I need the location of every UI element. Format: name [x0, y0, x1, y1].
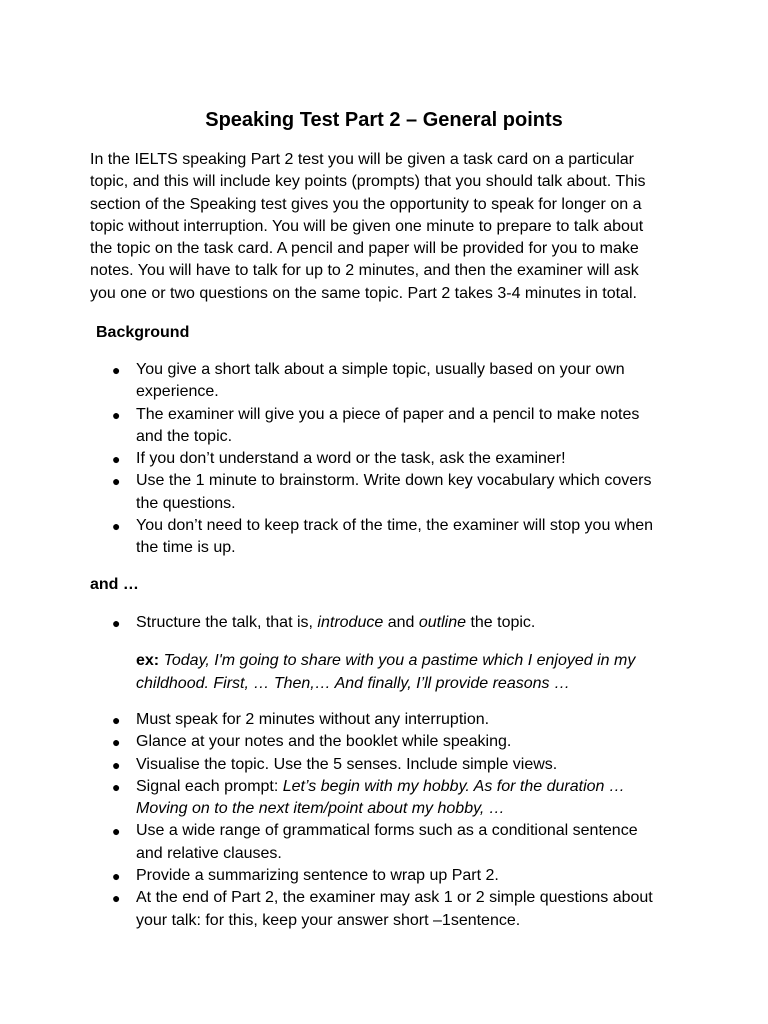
list-item: ● Use the 1 minute to brainstorm. Write down key vocabulary which covers the questions. [112, 472, 652, 512]
bullet-icon: ● [112, 756, 121, 773]
tips-list [0, 709, 681, 932]
bullet-icon: ● [112, 823, 121, 840]
bullet-icon: ● [112, 518, 121, 535]
bullet-icon: ● [112, 362, 121, 378]
page-title: Speaking Test Part 2 – General points [205, 109, 563, 131]
list-item: ● Signal each prompt: Let’s begin with my hobby. As for the duration … Moving on to the next item/point about my hobby, … [112, 777, 625, 818]
example-text: ex: Today, I'm going to share with you a pastime which I enjoyed in my childhood. First, … Then,… And finally, I’ll provide reasons … [136, 652, 636, 692]
bullet-icon: ● [112, 868, 121, 885]
background-heading: Background [96, 324, 190, 341]
list-item: ● At the end of Part 2, the examiner may ask 1 or 2 simple questions about your talk: for this, keep your answer short –1sentence. [112, 889, 653, 929]
bullet-icon: ● [112, 734, 121, 751]
list-item: ● Glance at your notes and the booklet while speaking. [0, 731, 681, 753]
list-item: ● Visualise the topic. Use the 5 senses. Include simple views. [0, 754, 681, 776]
bullet-icon: ● [112, 615, 121, 631]
list-item: ● Provide a summarizing sentence to wrap up Part 2. [0, 865, 681, 887]
list-item: ● The examiner will give you a piece of paper and a pencil to make notes and the topic. [112, 405, 640, 445]
example-label: ex: [136, 652, 160, 669]
list-item: ● If you don’t understand a word or the task, ask the examiner! [0, 448, 681, 470]
list-item: ● Structure the talk, that is, introduce and outline the topic. [0, 612, 681, 634]
list-item: ● Must speak for 2 minutes without any interruption. [0, 709, 681, 731]
bullet-icon: ● [112, 890, 121, 907]
bullet-icon: ● [112, 712, 121, 728]
list-item: ● You don’t need to keep track of the time, the examiner will stop you when the time is up. [112, 517, 654, 557]
bullet-icon: ● [112, 451, 121, 468]
bullet-icon: ● [112, 778, 121, 795]
background-list [0, 359, 681, 560]
bullet-icon: ● [112, 473, 121, 490]
list-item: ● You give a short talk about a simple topic, usually based on your own experience. [112, 361, 625, 401]
intro-paragraph: In the IELTS speaking Part 2 test you will be given a task card on a particular topic, and this will include key points (prompts) that you should talk about. This section of the Speaking test gives you the opportunity to speak for longer on a topic without interruption. You will be given one minute to prepare to talk about the topic on the task card. A pencil and paper will be provided for you to make notes. You will have to talk for up to 2 minutes, and then the examiner will ask you one or two questions on the same topic. Part 2 takes 3-4 minutes in total. [90, 151, 646, 302]
and-heading: and … [90, 576, 139, 593]
structure-list [0, 612, 681, 634]
bullet-icon: ● [112, 406, 121, 423]
list-item: ● Use a wide range of grammatical forms such as a conditional sentence and relative clauses. [112, 822, 638, 862]
